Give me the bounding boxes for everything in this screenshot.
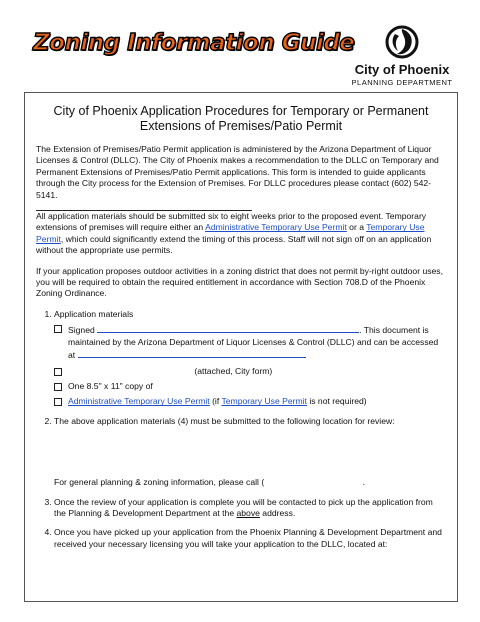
department-name: PLANNING DEPARTMENT [351, 78, 453, 87]
list-item [54, 309, 446, 408]
procedure-list [36, 309, 446, 550]
checkbox-icon[interactable] [54, 368, 62, 376]
atup-link-2[interactable]: Administrative Temporary Use Permit [68, 396, 210, 407]
item3-text-b: address. [259, 507, 296, 518]
signed-label: Signed [68, 325, 95, 336]
checkbox-icon[interactable] [54, 383, 62, 391]
list-item [54, 366, 446, 377]
atup-link[interactable]: Administrative Temporary Use Permit [205, 222, 347, 233]
item3-text-a: Once the review of your application is complete you will be contacted to pick up the application from the Planning & Development Department at the [54, 496, 433, 518]
list-item [54, 381, 446, 392]
item1-label: Application materials [54, 308, 134, 319]
list-item [54, 527, 446, 550]
checkbox-icon[interactable] [54, 398, 62, 406]
list-item [54, 497, 446, 520]
signed-form-link-blank[interactable] [97, 323, 359, 333]
timing-paragraph [36, 211, 446, 257]
above-address-link[interactable]: above [236, 507, 260, 518]
zoning-paragraph: If your application proposes outdoor activities in a zoning district that does not permit by-right outdoor uses, you will be required to obtain the required entitlement in accordance with Section 708.D of the Phoenix Zoning Ordinance. [36, 265, 443, 299]
address-space [54, 427, 446, 477]
call-tail: . [362, 477, 365, 488]
intro-paragraph: The Extension of Premises/Patio Permit application is administered by the Arizona Department of Liquor Licenses & Control (DLLC). The City of Phoenix makes a recommendation to the DLLC on Temporary and Permanent Extensions of Premises/Patio Permit applications. This form is intended to guide applicants through the City process for the Extension of Premises. For DLLC procedures please contact (602) 542-5141. [36, 144, 439, 200]
document-heading: City of Phoenix Application Procedures for Temporary or Permanent Extensions of Premises/Patio Permit [53, 104, 429, 133]
timing-text-a: All application materials should be submitted six to eight weeks prior to the proposed event. Temporary extensions of premises will require either an [36, 211, 427, 233]
tup-link[interactable]: Temporary Use Permit [36, 222, 425, 244]
tup-link-2[interactable]: Temporary Use Permit [221, 396, 307, 407]
list-item [54, 396, 446, 407]
materials-list [54, 323, 446, 407]
copy-label: One 8.5" x 11" copy of [68, 380, 153, 391]
list-item [54, 323, 446, 361]
signed-tail: . This document is maintained by the Arizona Department of Liquor Licenses & Control (DLLC) and can be accessed at [68, 325, 439, 361]
timing-text-c: , which could significantly extend the timing of this process. Staff will not sign off on an application without the appropriate use permits. [36, 233, 432, 256]
atup-mid: (if [209, 396, 222, 407]
timing-text-b: or a [346, 222, 367, 233]
call-text: For general planning & zoning information, please call ( [54, 477, 265, 488]
phoenix-bird-icon [383, 24, 421, 60]
city-name: City of Phoenix [354, 62, 450, 77]
city-logo [342, 24, 462, 87]
item2-text: The above application materials (4) must be submitted to the following location for review: [54, 415, 395, 426]
document-body [36, 102, 446, 558]
atup-tail: is not required) [306, 396, 367, 407]
guide-title: Zoning Information Guide [33, 30, 355, 56]
attached-label: (attached, City form) [194, 365, 273, 376]
list-item [54, 416, 446, 489]
item4-text: Once you have picked up your application from the Phoenix Planning & Development Department and received your necessary licensing you will take your application to the DLLC, located at: [54, 527, 442, 549]
dllc-url-blank[interactable] [78, 348, 306, 358]
checkbox-icon[interactable] [54, 325, 62, 333]
